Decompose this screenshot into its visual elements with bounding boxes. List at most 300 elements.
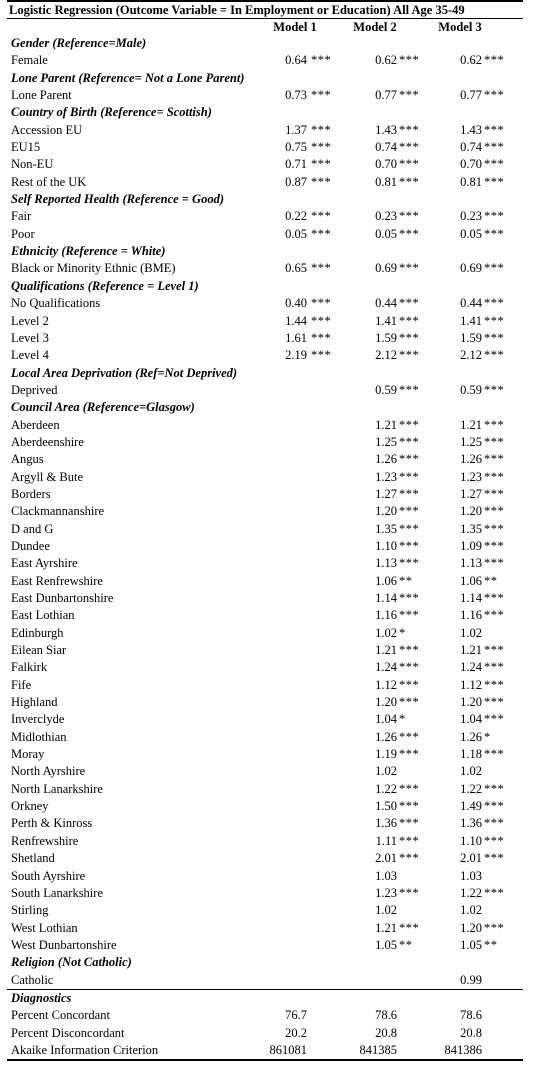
row-label: Moray xyxy=(11,747,45,762)
model-1-value: 0.75 xyxy=(285,140,307,155)
model-2-significance: *** xyxy=(399,88,420,103)
model-2-significance: *** xyxy=(399,157,420,172)
model-1-significance: *** xyxy=(311,88,332,103)
section-label: Diagnostics xyxy=(11,990,72,1005)
model-3-value: 1.10 xyxy=(460,833,482,848)
model-3-value: 1.36 xyxy=(460,816,482,831)
model-2-significance: *** xyxy=(399,417,420,432)
model-2-value: 1.26 xyxy=(375,729,397,744)
section-header-row xyxy=(7,954,523,971)
model-3-significance: *** xyxy=(484,504,505,519)
row-label: Eilean Siar xyxy=(11,643,67,658)
model-3-value: 1.24 xyxy=(460,660,482,675)
model-3-significance: *** xyxy=(484,452,505,467)
row-label: Black or Minority Ethnic (BME) xyxy=(11,261,176,276)
model-3-value: 1.02 xyxy=(460,903,482,918)
model-2-significance: *** xyxy=(399,833,420,848)
row-label: Percent Concordant xyxy=(11,1008,110,1023)
model-3-value: 2.01 xyxy=(460,851,482,866)
model-2-significance: *** xyxy=(399,556,420,571)
model-2-value: 1.03 xyxy=(375,868,397,883)
model-3-value: 1.13 xyxy=(460,556,482,571)
model-2-value: 78.6 xyxy=(375,1008,397,1023)
model-2-significance: ** xyxy=(399,573,413,588)
section-label: Local Area Deprivation (Ref=Not Deprived) xyxy=(11,365,238,380)
model-3-value: 1.27 xyxy=(460,486,482,501)
model-2-significance: *** xyxy=(399,174,420,189)
table-row xyxy=(7,937,523,954)
table-row xyxy=(7,902,523,919)
model-3-value: 1.05 xyxy=(460,937,482,952)
section-label: Council Area (Reference=Glasgow) xyxy=(11,400,195,415)
model-2-value: 0.81 xyxy=(375,174,397,189)
model-1-significance: *** xyxy=(311,122,332,137)
model-3-value: 1.26 xyxy=(460,729,482,744)
model-2-significance: *** xyxy=(399,729,420,744)
model-2-value: 1.22 xyxy=(375,781,397,796)
section-label: Religion (Not Catholic) xyxy=(11,955,132,970)
model-3-significance: *** xyxy=(484,660,505,675)
model-1-value: 1.37 xyxy=(285,122,307,137)
row-label: Falkirk xyxy=(11,660,48,675)
model-2-value: 1.02 xyxy=(375,625,397,640)
row-label: Orkney xyxy=(11,799,49,814)
table-row xyxy=(7,798,523,815)
model-1-significance: *** xyxy=(311,296,332,311)
column-header-row xyxy=(7,19,523,35)
model-1-significance: *** xyxy=(311,140,332,155)
model-2-significance: *** xyxy=(399,226,420,241)
model-3-significance: *** xyxy=(484,747,505,762)
section-label: Ethnicity (Reference = White) xyxy=(11,244,166,259)
model-3-significance: *** xyxy=(484,382,505,397)
row-label: Highland xyxy=(11,695,58,710)
model-3-value: 1.59 xyxy=(460,330,482,345)
model-3-value: 1.02 xyxy=(460,764,482,779)
row-label: South Lanarkshire xyxy=(11,885,103,900)
section-label: Self Reported Health (Reference = Good) xyxy=(11,192,224,207)
model-2-value: 1.10 xyxy=(375,538,397,553)
model-2-value: 1.13 xyxy=(375,556,397,571)
model-1-significance: *** xyxy=(311,53,332,68)
model-2-value: 1.27 xyxy=(375,486,397,501)
row-label: No Qualifications xyxy=(11,296,101,311)
model-2-value: 1.59 xyxy=(375,330,397,345)
table-row xyxy=(7,1042,523,1059)
model-3-significance: *** xyxy=(484,799,505,814)
model-3-significance: ** xyxy=(484,573,498,588)
model-2-value: 0.62 xyxy=(375,53,397,68)
table-row xyxy=(7,1007,523,1024)
table-row xyxy=(7,122,523,139)
model-2-value: 1.19 xyxy=(375,747,397,762)
row-label: EU15 xyxy=(11,140,41,155)
column-header-model-1: Model 1 xyxy=(273,20,317,34)
section-header-row xyxy=(7,365,523,382)
model-2-value: 1.14 xyxy=(375,591,397,605)
section-header-row xyxy=(7,191,523,208)
model-2-value: 1.26 xyxy=(375,452,397,467)
model-3-significance: *** xyxy=(484,330,505,345)
model-2-value: 1.41 xyxy=(375,313,397,328)
row-label: Inverclyde xyxy=(11,712,65,727)
model-1-value: 1.61 xyxy=(285,330,307,345)
model-2-significance: *** xyxy=(399,330,420,345)
model-2-value: 0.05 xyxy=(375,226,397,241)
section-header-row xyxy=(7,243,523,260)
table-row xyxy=(7,295,523,312)
row-label: Clackmannanshire xyxy=(11,504,105,519)
model-3-significance: *** xyxy=(484,920,505,935)
row-label: Renfrewshire xyxy=(11,833,79,848)
table-row xyxy=(7,434,523,451)
model-3-value: 1.20 xyxy=(460,695,482,710)
table-row xyxy=(7,885,523,902)
model-3-value: 0.70 xyxy=(460,157,482,172)
model-2-significance: *** xyxy=(399,799,420,814)
model-3-value: 2.12 xyxy=(460,348,482,363)
table-row xyxy=(7,625,523,642)
row-label: Edinburgh xyxy=(11,625,64,640)
row-label: Midlothian xyxy=(11,729,67,744)
model-2-significance: *** xyxy=(399,382,420,397)
model-2-significance: *** xyxy=(399,452,420,467)
row-label: Perth & Kinross xyxy=(11,816,93,831)
table-row xyxy=(7,139,523,156)
model-1-value: 0.05 xyxy=(285,226,307,241)
model-3-value: 0.62 xyxy=(460,53,482,68)
model-2-value: 1.16 xyxy=(375,608,397,623)
row-label: South Ayrshire xyxy=(11,868,86,883)
model-3-significance: *** xyxy=(484,781,505,796)
model-3-significance: *** xyxy=(484,53,505,68)
table-row xyxy=(7,486,523,503)
row-label: East Dunbartonshire xyxy=(11,591,114,605)
model-2-significance: *** xyxy=(399,469,420,484)
model-2-value: 1.12 xyxy=(375,677,397,692)
model-3-significance: *** xyxy=(484,296,505,311)
model-2-value: 1.23 xyxy=(375,469,397,484)
model-3-value: 1.03 xyxy=(460,868,482,883)
model-3-value: 1.26 xyxy=(460,452,482,467)
model-3-value: 1.16 xyxy=(460,608,482,623)
model-1-value: 76.7 xyxy=(285,1008,307,1023)
model-3-value: 1.04 xyxy=(460,712,482,727)
model-3-significance: *** xyxy=(484,261,505,276)
table-row xyxy=(7,659,523,676)
model-2-significance: *** xyxy=(399,851,420,866)
row-label: Fair xyxy=(11,209,32,224)
row-label: Shetland xyxy=(11,851,55,866)
model-3-significance: *** xyxy=(484,122,505,137)
model-3-value: 1.20 xyxy=(460,504,482,519)
model-1-value: 0.71 xyxy=(285,157,307,172)
model-2-significance: *** xyxy=(399,643,420,658)
model-1-value: 0.64 xyxy=(285,53,307,68)
model-1-significance: *** xyxy=(311,226,332,241)
section-header-row xyxy=(7,35,523,52)
model-3-significance: *** xyxy=(484,833,505,848)
model-2-value: 1.20 xyxy=(375,504,397,519)
table-row xyxy=(7,746,523,763)
row-label: Female xyxy=(11,53,48,68)
model-3-value: 1.20 xyxy=(460,920,482,935)
model-2-significance: *** xyxy=(399,261,420,276)
model-3-significance: *** xyxy=(484,695,505,710)
table-row xyxy=(7,347,523,364)
model-2-value: 1.36 xyxy=(375,816,397,831)
model-1-value: 20.2 xyxy=(285,1025,307,1040)
table-row xyxy=(7,729,523,746)
model-2-significance: *** xyxy=(399,885,420,900)
model-3-significance: *** xyxy=(484,348,505,363)
model-3-value: 1.43 xyxy=(460,122,482,137)
model-2-significance: *** xyxy=(399,695,420,710)
model-2-value: 1.25 xyxy=(375,434,397,449)
model-3-value: 0.23 xyxy=(460,209,482,224)
row-label: East Lothian xyxy=(11,608,75,623)
table-row xyxy=(7,260,523,277)
table-row xyxy=(7,607,523,624)
model-3-significance: *** xyxy=(484,591,505,605)
table-row xyxy=(7,208,523,225)
row-label: Argyll & Bute xyxy=(11,469,83,484)
model-2-significance: *** xyxy=(399,781,420,796)
model-3-significance: *** xyxy=(484,608,505,623)
model-2-significance: * xyxy=(399,712,406,727)
model-3-value: 1.25 xyxy=(460,434,482,449)
model-2-significance: *** xyxy=(399,209,420,224)
model-3-significance: *** xyxy=(484,521,505,536)
table-row xyxy=(7,156,523,173)
model-2-significance: *** xyxy=(399,591,420,605)
model-1-value: 0.40 xyxy=(285,296,307,311)
model-3-significance: *** xyxy=(484,486,505,501)
model-3-value: 841386 xyxy=(444,1042,482,1057)
column-header-model-2: Model 2 xyxy=(353,20,397,34)
row-label: Lone Parent xyxy=(11,88,72,103)
table-row xyxy=(7,417,523,434)
model-1-significance: *** xyxy=(311,209,332,224)
model-3-value: 1.41 xyxy=(460,313,482,328)
table-row xyxy=(7,521,523,538)
row-label: Accession EU xyxy=(11,122,83,137)
model-3-significance: *** xyxy=(484,417,505,432)
model-3-value: 0.69 xyxy=(460,261,482,276)
model-2-significance: ** xyxy=(399,937,413,952)
table-row xyxy=(7,590,523,607)
model-3-significance: *** xyxy=(484,677,505,692)
model-2-value: 1.21 xyxy=(375,920,397,935)
row-label: Level 3 xyxy=(11,330,49,345)
model-2-significance: *** xyxy=(399,348,420,363)
section-header-row xyxy=(7,278,523,295)
model-3-value: 0.74 xyxy=(460,140,482,155)
model-3-value: 1.14 xyxy=(460,591,482,605)
table-title: Logistic Regression (Outcome Variable = In Employment or Education) All Age 35-49 xyxy=(9,3,465,17)
row-label: Aberdeen xyxy=(11,417,60,432)
model-3-significance: *** xyxy=(484,209,505,224)
row-label: Non-EU xyxy=(11,157,54,172)
model-1-significance: *** xyxy=(311,348,332,363)
model-1-significance: *** xyxy=(311,313,332,328)
model-1-value: 861081 xyxy=(269,1042,307,1057)
model-2-significance: *** xyxy=(399,434,420,449)
table-row xyxy=(7,868,523,885)
model-1-value: 1.44 xyxy=(285,313,307,328)
table-row xyxy=(7,469,523,486)
model-3-value: 1.22 xyxy=(460,781,482,796)
row-label: Dundee xyxy=(11,538,50,553)
model-2-value: 0.77 xyxy=(375,88,397,103)
model-3-value: 20.8 xyxy=(460,1025,482,1040)
table-row xyxy=(7,382,523,399)
section-header-row xyxy=(7,399,523,416)
model-2-significance: *** xyxy=(399,486,420,501)
row-label: North Lanarkshire xyxy=(11,781,103,796)
model-3-significance: *** xyxy=(484,88,505,103)
model-2-significance: *** xyxy=(399,816,420,831)
model-2-significance: * xyxy=(399,625,406,640)
row-label: Percent Disconcordant xyxy=(11,1025,125,1040)
table-row xyxy=(7,538,523,555)
model-3-significance: *** xyxy=(484,469,505,484)
model-2-value: 1.24 xyxy=(375,660,397,675)
column-header-model-3: Model 3 xyxy=(438,20,482,34)
model-3-value: 0.59 xyxy=(460,382,482,397)
model-2-value: 1.04 xyxy=(375,712,397,727)
model-3-significance: * xyxy=(484,729,491,744)
table-row xyxy=(7,694,523,711)
model-2-value: 0.70 xyxy=(375,157,397,172)
model-2-value: 1.20 xyxy=(375,695,397,710)
model-3-value: 1.12 xyxy=(460,677,482,692)
model-3-significance: *** xyxy=(484,556,505,571)
row-label: East Ayrshire xyxy=(11,556,78,571)
model-2-value: 841385 xyxy=(359,1042,397,1057)
model-3-value: 1.06 xyxy=(460,573,482,588)
model-3-value: 1.22 xyxy=(460,885,482,900)
table-row xyxy=(7,87,523,104)
table-row xyxy=(7,1025,523,1042)
model-3-significance: *** xyxy=(484,157,505,172)
model-2-significance: *** xyxy=(399,296,420,311)
table-row xyxy=(7,573,523,590)
table-row xyxy=(7,313,523,330)
model-3-value: 0.05 xyxy=(460,226,482,241)
model-2-value: 1.23 xyxy=(375,885,397,900)
model-1-significance: *** xyxy=(311,157,332,172)
table-row xyxy=(7,555,523,572)
model-2-value: 0.44 xyxy=(375,296,397,311)
row-label: North Ayrshire xyxy=(11,764,86,779)
model-3-significance: *** xyxy=(484,643,505,658)
model-1-value: 0.87 xyxy=(285,174,307,189)
section-label: Country of Birth (Reference= Scottish) xyxy=(11,105,212,120)
model-1-value: 0.65 xyxy=(285,261,307,276)
row-label: Stirling xyxy=(11,903,49,918)
model-3-value: 0.77 xyxy=(460,88,482,103)
table-row xyxy=(7,226,523,243)
model-2-value: 0.74 xyxy=(375,140,397,155)
model-3-value: 1.23 xyxy=(460,469,482,484)
model-2-value: 1.21 xyxy=(375,417,397,432)
model-3-significance: *** xyxy=(484,538,505,553)
model-2-significance: *** xyxy=(399,521,420,536)
regression-table xyxy=(7,0,523,1061)
model-3-value: 1.21 xyxy=(460,417,482,432)
model-3-significance: *** xyxy=(484,226,505,241)
model-2-value: 2.01 xyxy=(375,851,397,866)
table-row xyxy=(7,711,523,728)
model-2-significance: *** xyxy=(399,677,420,692)
model-2-value: 20.8 xyxy=(375,1025,397,1040)
table-row xyxy=(7,815,523,832)
table-row xyxy=(7,503,523,520)
model-3-value: 1.09 xyxy=(460,538,482,553)
model-2-significance: *** xyxy=(399,313,420,328)
model-3-value: 0.81 xyxy=(460,174,482,189)
model-3-significance: *** xyxy=(484,313,505,328)
model-2-value: 2.12 xyxy=(375,348,397,363)
model-1-significance: *** xyxy=(311,174,332,189)
table-row xyxy=(7,833,523,850)
table-row xyxy=(7,677,523,694)
model-3-significance: *** xyxy=(484,851,505,866)
model-3-value: 1.18 xyxy=(460,747,482,762)
model-3-significance: *** xyxy=(484,140,505,155)
table-row xyxy=(7,642,523,659)
model-3-significance: *** xyxy=(484,174,505,189)
model-1-value: 0.73 xyxy=(285,88,307,103)
row-label: Level 2 xyxy=(11,313,49,328)
model-3-value: 1.35 xyxy=(460,521,482,536)
section-label: Lone Parent (Reference= Not a Lone Parent) xyxy=(11,70,245,85)
row-label: Borders xyxy=(11,486,51,501)
row-label: Catholic xyxy=(11,972,54,987)
model-2-significance: *** xyxy=(399,920,420,935)
model-3-value: 78.6 xyxy=(460,1008,482,1023)
table-row xyxy=(7,330,523,347)
model-3-value: 1.21 xyxy=(460,643,482,658)
model-3-value: 1.02 xyxy=(460,625,482,640)
section-label: Gender (Reference=Male) xyxy=(11,36,147,50)
model-2-significance: *** xyxy=(399,608,420,623)
model-2-value: 0.23 xyxy=(375,209,397,224)
model-2-value: 1.02 xyxy=(375,903,397,918)
row-label: East Renfrewshire xyxy=(11,573,103,588)
row-label: Rest of the UK xyxy=(11,174,87,189)
table-row xyxy=(7,850,523,867)
row-label: Aberdeenshire xyxy=(11,434,84,449)
table-row xyxy=(7,920,523,937)
model-1-significance: *** xyxy=(311,330,332,345)
row-label: Level 4 xyxy=(11,348,49,363)
model-2-value: 1.43 xyxy=(375,122,397,137)
table-row xyxy=(7,451,523,468)
row-label: Poor xyxy=(11,226,35,241)
table-body xyxy=(7,35,523,1059)
model-2-value: 1.21 xyxy=(375,643,397,658)
model-1-value: 0.22 xyxy=(285,209,307,224)
model-3-significance: *** xyxy=(484,816,505,831)
model-2-significance: *** xyxy=(399,53,420,68)
model-1-value: 2.19 xyxy=(285,348,307,363)
model-3-value: 0.99 xyxy=(460,972,482,987)
model-2-significance: *** xyxy=(399,122,420,137)
model-1-significance: *** xyxy=(311,261,332,276)
row-label: West Lothian xyxy=(11,920,78,935)
